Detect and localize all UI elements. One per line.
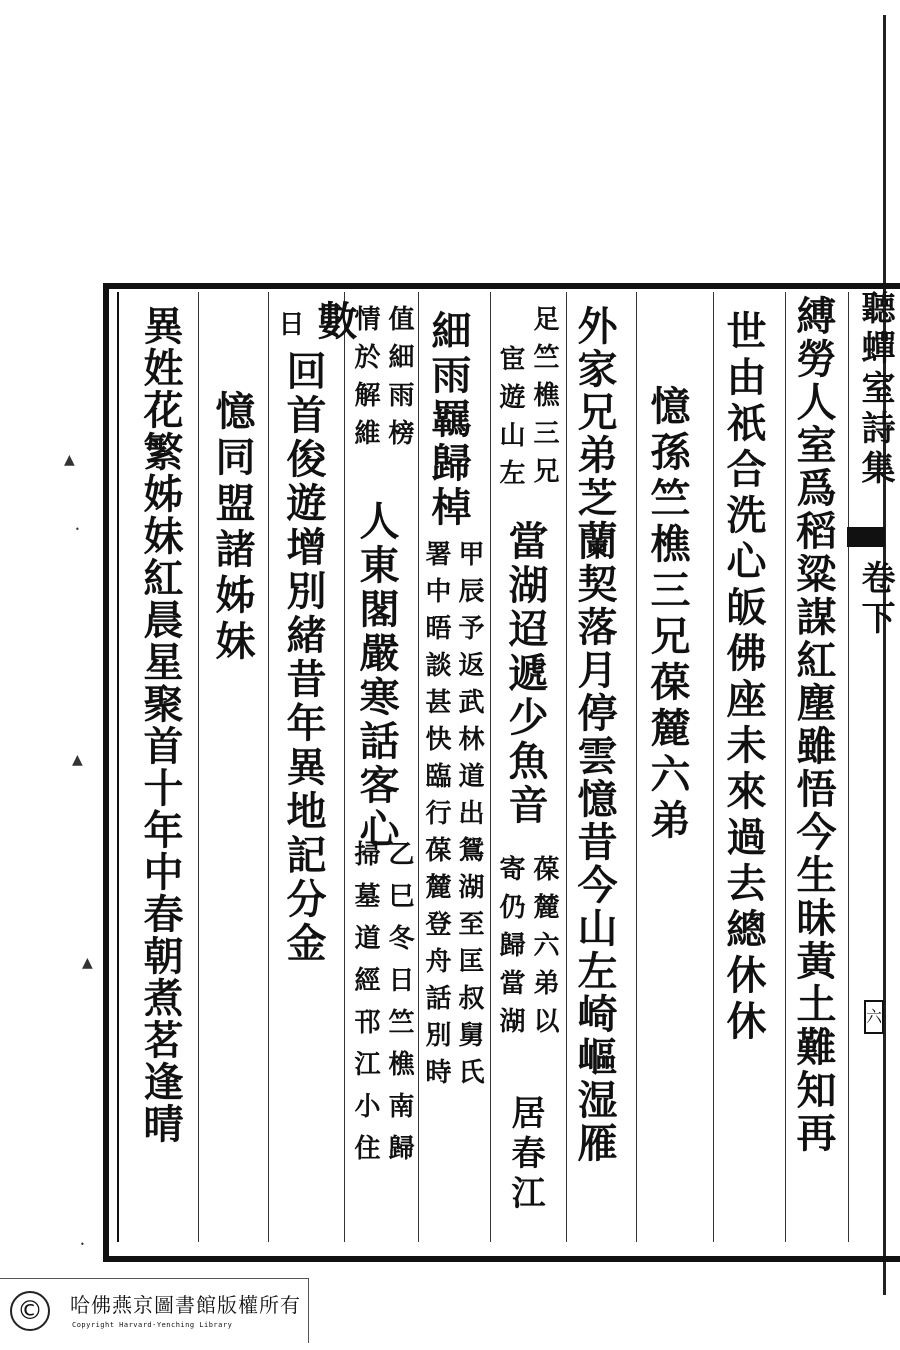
poem-title: 憶同盟諸姊妹: [209, 390, 256, 666]
frame-inner-rule: [117, 292, 119, 1242]
poem-title: 憶孫竺樵三兄葆麓六弟: [644, 385, 691, 845]
verse-column: 回首俊遊增別緒昔年異地記分金: [280, 350, 327, 966]
column-rule: [268, 292, 269, 1242]
annotation-column: 足竺樵三兄: [529, 305, 559, 495]
folio-box: [864, 1000, 884, 1034]
margin-speck: ▲: [64, 452, 75, 468]
copyright-icon: ©: [10, 1291, 50, 1331]
column-rule: [785, 292, 786, 1242]
annotation-column: 甲辰予返武林道出鴛湖至匡叔舅氏: [454, 540, 484, 1095]
column-rule: [848, 292, 849, 1242]
verse-column: 外家兄弟芝蘭契落月停雲憶昔今山左崎嶇湿雁: [571, 305, 618, 1165]
annotation-column: 寄仍歸當湖: [495, 855, 525, 1045]
verse-column: 縛勞人室爲稻粱謀紅塵雖悟今生昧黃土難知再: [790, 295, 837, 1155]
annotation-column: 情於解維: [350, 305, 380, 457]
verse-column: 細雨羈歸棹: [425, 310, 472, 530]
column-rule: [566, 292, 567, 1242]
margin-speck: ▲: [82, 955, 93, 971]
margin-speck: •: [80, 1240, 85, 1249]
column-rule: [713, 292, 714, 1242]
annotation-column: 葆麓六弟以: [529, 855, 559, 1045]
verse-column: 數: [311, 300, 358, 343]
column-rule: [490, 292, 491, 1242]
margin-speck: ▲: [72, 752, 83, 768]
annotation-column: 乙巳冬日竺樵南歸: [384, 840, 414, 1176]
annotation-column: 日: [274, 310, 304, 348]
annotation-column: 值細雨榜: [384, 305, 414, 457]
copyright-notice: [0, 1278, 309, 1343]
collection-title: 聽蟬室詩集: [855, 290, 895, 490]
verse-column: 異姓花繁姊妹紅晨星聚首十年中春朝煮茗逢晴: [137, 305, 184, 1145]
folio-number: 六: [866, 1007, 883, 1026]
verse-column: 當湖迢遞少魚音: [502, 520, 549, 828]
margin-speck: •: [75, 525, 80, 534]
column-rule: [418, 292, 419, 1242]
copyright-english: Copyright Harvard-Yenching Library: [72, 1321, 233, 1329]
copyright-chinese: 哈佛燕京圖書館版權所有: [70, 1293, 301, 1317]
fishtail-mark: [847, 527, 885, 547]
column-rule: [344, 292, 345, 1242]
column-rule: [636, 292, 637, 1242]
verse-column: 居春江: [505, 1095, 545, 1215]
column-rule: [198, 292, 199, 1242]
verse-column: 人東閣嚴寒話客心: [353, 500, 400, 852]
annotation-column: 掃墓道經邗江小住: [350, 840, 380, 1176]
annotation-column: 署中晤談甚快臨行葆麓登舟話別時: [421, 540, 451, 1095]
annotation-column: 宦遊山左: [495, 345, 525, 497]
verse-column: 世由祇合洗心皈佛座未來過去總休休: [720, 310, 767, 1046]
juan-label: 卷下: [855, 560, 895, 640]
